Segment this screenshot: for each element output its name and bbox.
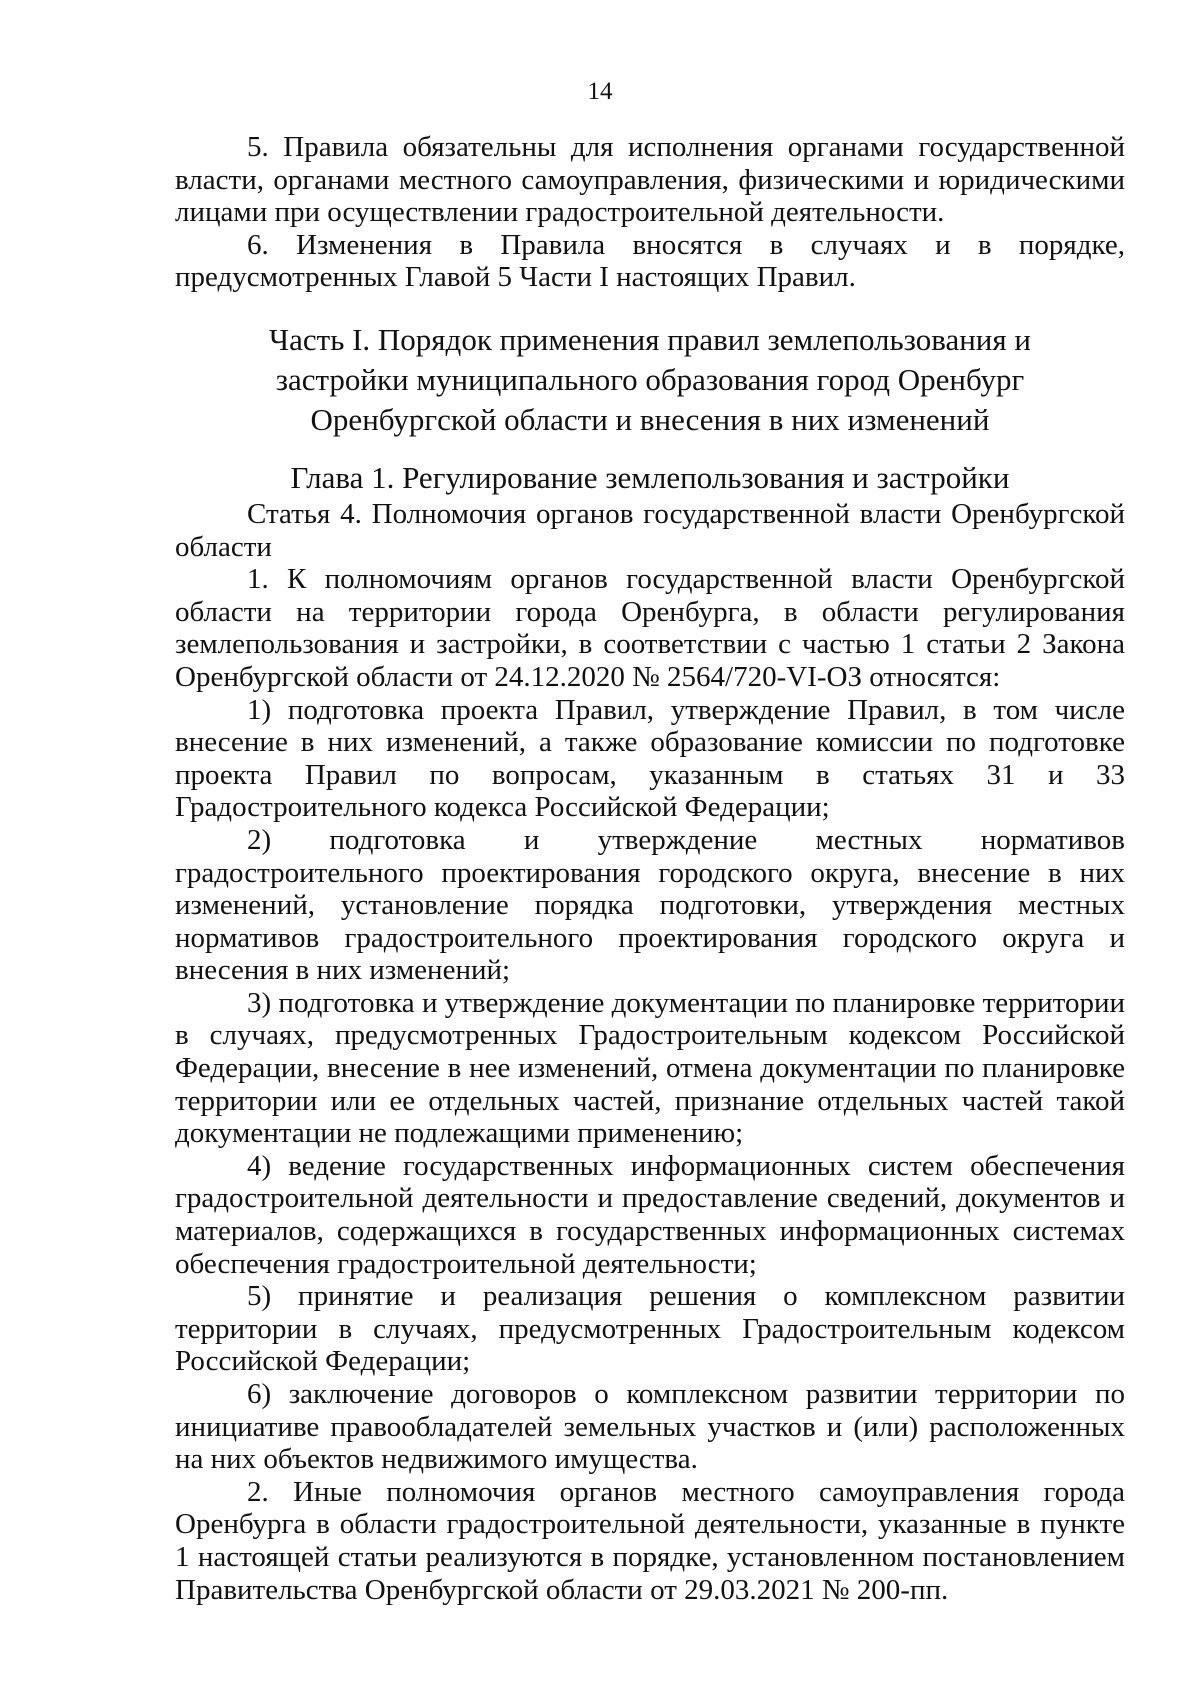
paragraph-item-6: 6. Изменения в Правила вносятся в случаях и в порядке, предусмотренных Главой 5 Части I настоящих Правил. (175, 228, 1125, 294)
article-subitem-3: 3) подготовка и утверждение документации по планировке территории в случаях, предусмотренных Градостроительным кодексом Российской Федерации, внесение в нее изменений, отмена документации по планировке территории или ее отдельных частей, признание отдельных частей такой документации не подлежащими применению; (175, 986, 1125, 1150)
article-subitem-5: 5) принятие и реализация решения о комплексном развитии территории в случаях, предусмотренных Градостроительным кодексом Российской Федерации; (175, 1280, 1125, 1378)
paragraph-item-5: 5. Правила обязательны для исполнения органами государственной власти, органами местного самоуправления, физическими и юридическими лицами при осуществлении градостроительной деятельности. (175, 131, 1125, 229)
article-paragraph-2: 2. Иные полномочия органов местного самоуправления города Оренбурга в области градостроительной деятельности, указанные в пункте 1 настоящей статьи реализуются в порядке, установленном постановлением Правительства Оренбургской области от 29.03.2021 № 200-пп. (175, 1475, 1125, 1606)
document-body (175, 131, 1125, 1606)
part-heading-line: Оренбургской области и внесения в них изменений (310, 401, 990, 437)
article-subitem-4: 4) ведение государственных информационных систем обеспечения градостроительной деятельности и предоставление сведений, документов и материалов, содержащихся в государственных информационных системах обеспечения градостроительной деятельности; (175, 1149, 1125, 1280)
article-subitem-2: 2) подготовка и утверждение местных нормативов градостроительного проектирования городского округа, внесение в них изменений, установление порядка подготовки, утверждения местных нормативов градостроительного проектирования городского округа и внесения в них изменений; (175, 823, 1125, 987)
article-subitem-6: 6) заключение договоров о комплексном развитии территории по инициативе правообладателей земельных участков и (или) расположенных на них объектов недвижимого имущества. (175, 1378, 1125, 1476)
part-heading-line: Часть I. Порядок применения правил землепользования и (268, 321, 1031, 357)
article-subitem-1: 1) подготовка проекта Правил, утверждение Правил, в том числе внесение в них изменений, а также образование комиссии по подготовке проекта Правил по вопросам, указанным в статьях 31 и 33 Градостроительного кодекса Российской Федерации; (175, 693, 1125, 824)
article-heading: Статья 4. Полномочия органов государственной власти Оренбургской области (175, 497, 1125, 563)
part-heading (175, 320, 1125, 440)
part-heading-line: застройки муниципального образования город Оренбург (275, 361, 1025, 397)
chapter-heading: Глава 1. Регулирование землепользования и застройки (290, 459, 1010, 495)
page-number: 14 (587, 78, 613, 105)
article-paragraph-1: 1. К полномочиям органов государственной власти Оренбургской области на территории города Оренбурга, в области регулирования землепользования и застройки, в соответствии с частью 1 статьи 2 Закона Оренбургской области от 24.12.2020 № 2564/720-VI-ОЗ относятся: (175, 563, 1125, 693)
